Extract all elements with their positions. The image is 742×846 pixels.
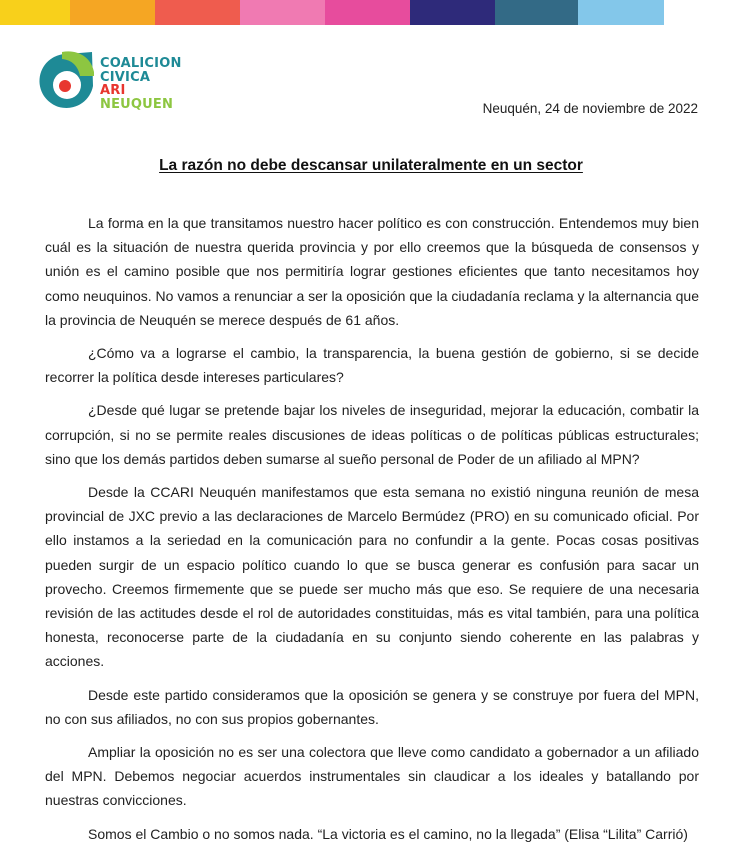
header-color-bar <box>0 0 742 25</box>
logo-line-coalicion: COALICION <box>100 56 182 71</box>
logo-line-neuquen: NEUQUEN <box>100 96 174 112</box>
party-logo <box>36 50 186 120</box>
logo-line-ari: ARI <box>100 83 126 98</box>
logo-line-civica: CIVICA <box>100 69 151 85</box>
body-paragraph: Desde este partido consideramos que la oposición se genera y se construye por fuera del MPN, no con sus afiliados, no con sus propios gobernantes. <box>45 686 699 727</box>
color-stripe <box>410 0 495 25</box>
color-stripe <box>240 0 325 25</box>
body-paragraph: ¿Desde qué lugar se pretende bajar los niveles de inseguridad, mejorar la educación, combatir la corrupción, si no se permite reales discusiones de ideas políticas o de políticas públicas estructurales; sino que los demás partidos deben sumarse al sueño personal de Poder de un afiliado al MPN? <box>45 402 699 467</box>
color-stripe <box>70 0 155 25</box>
color-stripe <box>0 0 70 25</box>
body-paragraph: Somos el Cambio o no somos nada. “La victoria es el camino, no la llegada” (Elisa “Lilita” Carrió) <box>88 825 688 842</box>
body-paragraph: Ampliar la oposición no es ser una colectora que lleve como candidato a gobernador a un afiliado del MPN. Debemos negociar acuerdos instrumentales sin claudicar a los ideales y batallando por nuestras convicciones. <box>45 744 699 809</box>
document-title: La razón no debe descansar unilateralmente en un sector <box>159 157 583 174</box>
document-body <box>45 211 699 846</box>
document-date: Neuquén, 24 de noviembre de 2022 <box>482 101 698 116</box>
color-stripe <box>578 0 664 25</box>
logo-emblem-icon <box>36 50 96 120</box>
body-paragraph: Desde la CCARI Neuquén manifestamos que esta semana no existió ninguna reunión de mesa provincial de JXC previo a las declaraciones de Marcelo Bermúdez (PRO) en su comunicado oficial. Por ello instamos a la seriedad en la comunicación para no confundir a la gente. Pocas cosas positivas pueden surgir de un espacio político cuando lo que se busca generar es confusión para sacar un provecho. Creemos firmemente que se puede ser mucho más que eso. Se requiere de una necesaria revisión de las actitudes desde el rol de autoridades constituidas, más es vital también, para una política honesta, reconocerse parte de la ciudadanía en su conjunto siendo coherente en las palabras y acciones. <box>45 484 699 670</box>
color-stripe <box>495 0 578 25</box>
color-stripe <box>155 0 240 25</box>
body-paragraph: La forma en la que transitamos nuestro hacer político es con construcción. Entendemos muy bien cuál es la situación de nuestra querida provincia y por ello creemos que la búsqueda de consensos y unión es el camino posible que nos permitiría lograr gestiones eficientes que tanto necesitamos hoy como neuquinos. No vamos a renunciar a ser la oposición que la ciudadanía reclama y la alternancia que la provincia de Neuquén se merece después de 61 años. <box>45 215 699 328</box>
logo-wordmark <box>100 57 182 111</box>
body-paragraph: ¿Cómo va a lograrse el cambio, la transparencia, la buena gestión de gobierno, si se decide recorrer la política desde intereses particulares? <box>45 345 699 386</box>
color-stripe <box>325 0 410 25</box>
